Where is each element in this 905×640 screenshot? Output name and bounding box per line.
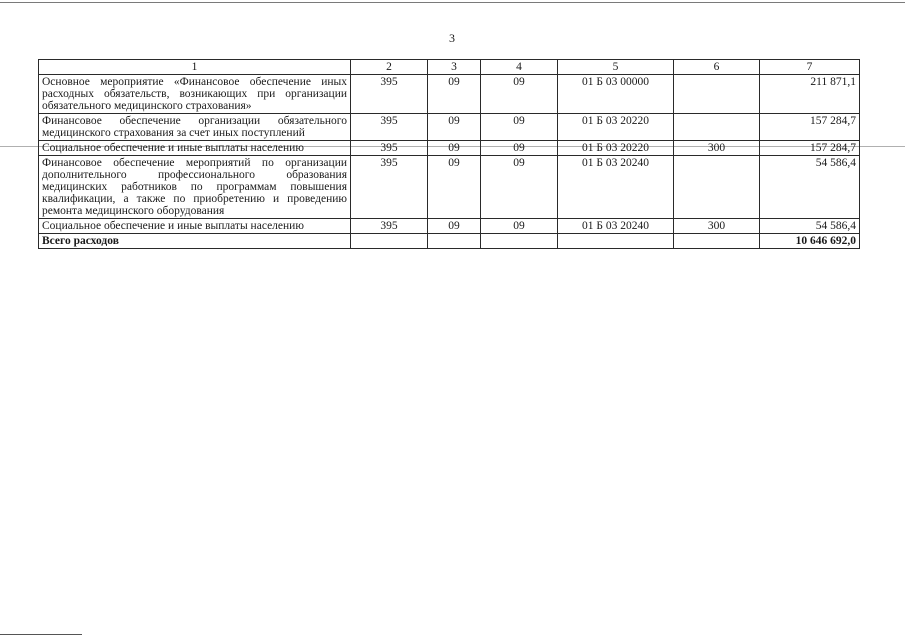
total-label: Всего расходов	[39, 234, 351, 249]
cell-expense-type	[674, 75, 760, 114]
empty-cell	[674, 234, 760, 249]
total-row	[39, 234, 860, 249]
cell-grbs: 395	[351, 156, 428, 219]
cell-amount: 157 284,7	[760, 141, 860, 156]
budget-table	[38, 59, 860, 249]
table-header-row	[39, 60, 860, 75]
column-header: 4	[481, 60, 558, 75]
cell-expense-type	[674, 114, 760, 141]
table-row	[39, 156, 860, 219]
cell-expense-type	[674, 156, 760, 219]
cell-amount: 157 284,7	[760, 114, 860, 141]
cell-subsection: 09	[481, 219, 558, 234]
cell-subsection: 09	[481, 156, 558, 219]
column-header: 2	[351, 60, 428, 75]
table-row	[39, 114, 860, 141]
column-header: 5	[558, 60, 674, 75]
cell-grbs: 395	[351, 114, 428, 141]
column-header: 1	[39, 60, 351, 75]
cell-grbs: 395	[351, 141, 428, 156]
cell-expense-type: 300	[674, 141, 760, 156]
cell-expense-type: 300	[674, 219, 760, 234]
cell-amount: 54 586,4	[760, 156, 860, 219]
row-description: Социальное обеспечение и иные выплаты населению	[39, 141, 351, 156]
empty-cell	[351, 234, 428, 249]
column-header: 6	[674, 60, 760, 75]
empty-cell	[481, 234, 558, 249]
column-header: 3	[428, 60, 481, 75]
column-header: 7	[760, 60, 860, 75]
cell-grbs: 395	[351, 75, 428, 114]
cell-target-article: 01 Б 03 00000	[558, 75, 674, 114]
footnote-rule	[0, 634, 82, 635]
cell-amount: 211 871,1	[760, 75, 860, 114]
row-description: Социальное обеспечение и иные выплаты населению	[39, 219, 351, 234]
cell-subsection: 09	[481, 114, 558, 141]
cell-section: 09	[428, 114, 481, 141]
row-description: Основное мероприятие «Финансовое обеспечение иных расходных обязательств, возникающих при организации обязательного медицинского страхования»	[39, 75, 351, 114]
cell-section: 09	[428, 156, 481, 219]
cell-target-article: 01 Б 03 20240	[558, 219, 674, 234]
cell-subsection: 09	[481, 75, 558, 114]
cell-grbs: 395	[351, 219, 428, 234]
scan-border-line	[0, 2, 905, 3]
total-amount: 10 646 692,0	[760, 234, 860, 249]
row-description: Финансовое обеспечение организации обязательного медицинского страхования за счет иных поступлений	[39, 114, 351, 141]
page-number: 3	[449, 31, 455, 45]
cell-target-article: 01 Б 03 20240	[558, 156, 674, 219]
table-row	[39, 75, 860, 114]
cell-section: 09	[428, 219, 481, 234]
cell-subsection: 09	[481, 141, 558, 156]
cell-target-article: 01 Б 03 20220	[558, 114, 674, 141]
cell-amount: 54 586,4	[760, 219, 860, 234]
table-row	[39, 219, 860, 234]
cell-section: 09	[428, 75, 481, 114]
table-row	[39, 141, 860, 156]
empty-cell	[558, 234, 674, 249]
cell-target-article: 01 Б 03 20220	[558, 141, 674, 156]
row-description: Финансовое обеспечение мероприятий по организации дополнительного профессионального образования медицинских работников по программам повышения квалификации, а также по приобретению и проведению ремонта медицинского оборудования	[39, 156, 351, 219]
cell-section: 09	[428, 141, 481, 156]
empty-cell	[428, 234, 481, 249]
